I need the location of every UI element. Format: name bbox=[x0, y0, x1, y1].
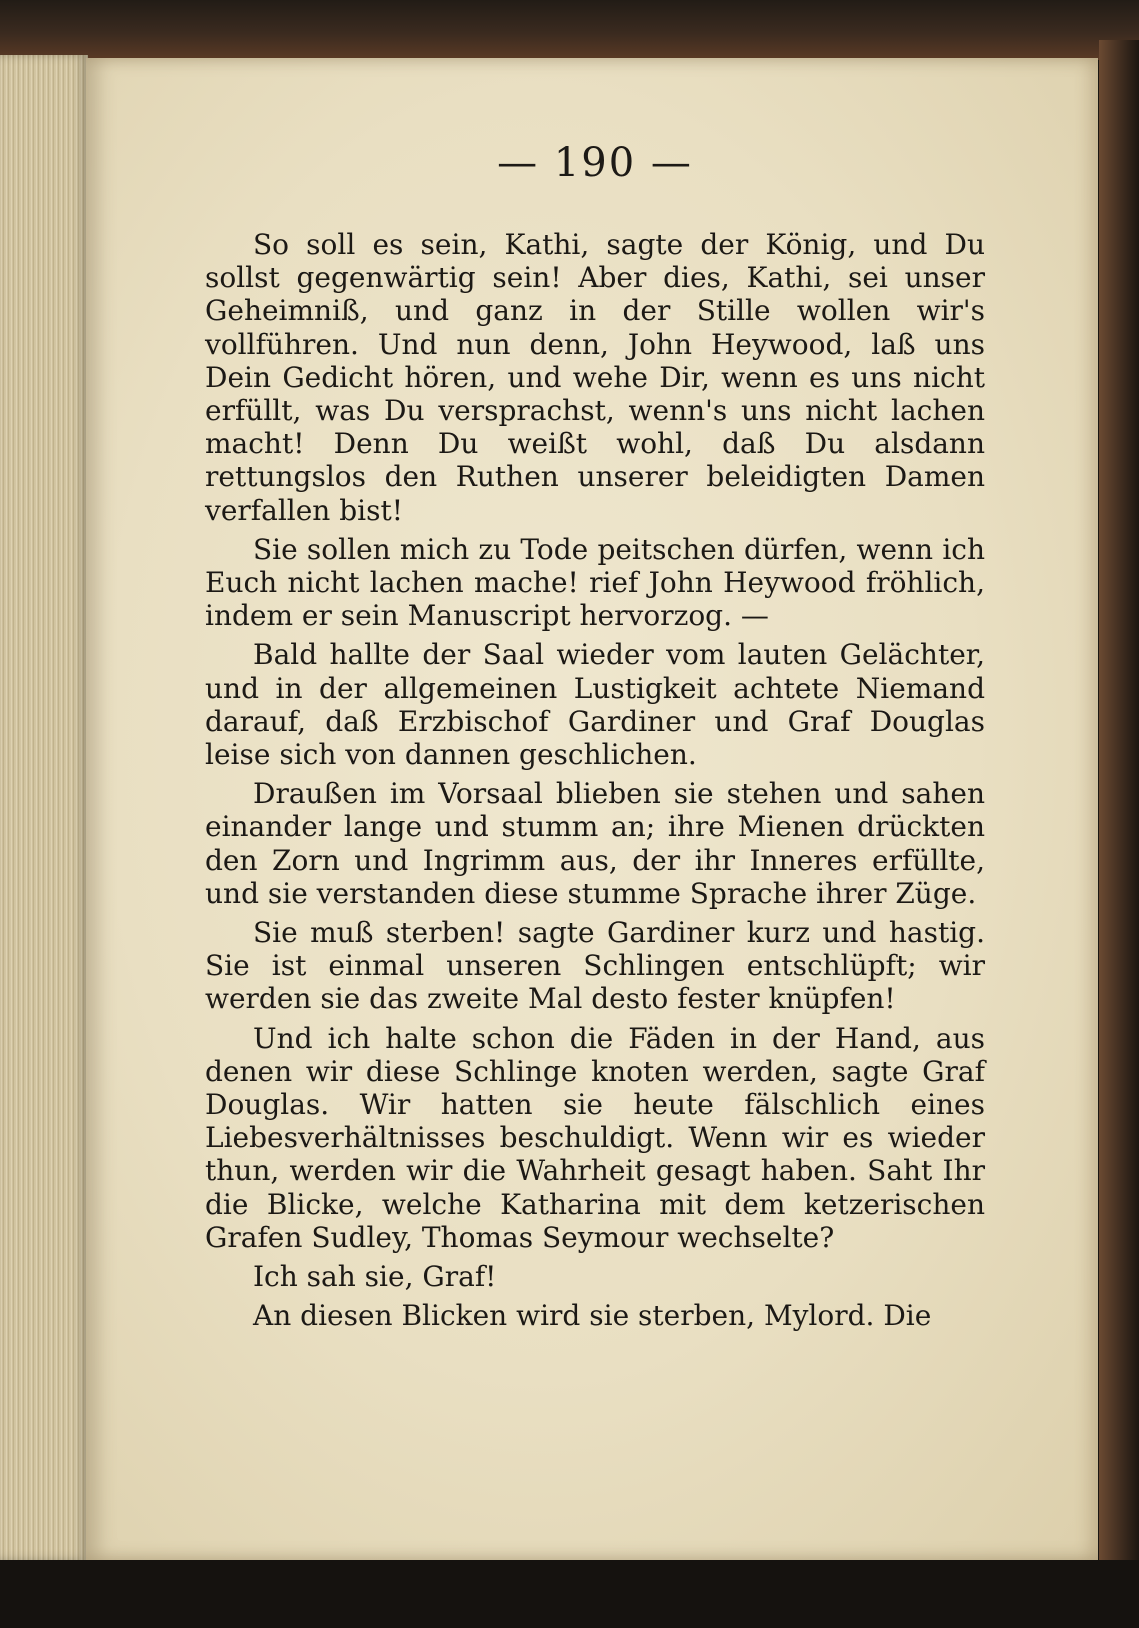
paragraph: An diesen Blicken wird sie sterben, Mylord. Die bbox=[253, 1299, 932, 1333]
page-edges bbox=[0, 55, 88, 1560]
paragraph: So soll es sein, Kathi, sagte der König, und Du sollst gegenwärtig sein! Aber dies, Kathi, sei unser Geheimniß, und ganz in der Stille wollen wir's vollführen. Und nun denn, John Heywood, laß uns Dein Gedicht hören, und wehe Dir, wenn es uns nicht erfüllt, was Du versprachst, wenn's uns nicht lachen macht! Denn Du weißt wohl, daß Du alsdann rettungslos den Ruthen unserer beleidigten Damen verfallen bist! bbox=[205, 228, 985, 527]
paragraph: Sie sollen mich zu Tode peitschen dürfen, wenn ich Euch nicht lachen mache! rief John Heywood fröhlich, indem er sein Manuscript hervorzog. — bbox=[205, 532, 985, 633]
book-cover-top bbox=[0, 0, 1139, 60]
book-cover-right bbox=[1099, 40, 1139, 1580]
scan-bottom-edge bbox=[0, 1560, 1139, 1628]
paragraph: Bald hallte der Saal wieder vom lauten Gelächter, und in der allgemeinen Lustigkeit achtete Niemand darauf, daß Erzbischof Gardiner und Graf Douglas leise sich von dannen geschlichen. bbox=[205, 638, 985, 772]
page-number: — 190 — bbox=[497, 140, 693, 186]
paragraph: Sie muß sterben! sagte Gardiner kurz und hastig. Sie ist einmal unseren Schlingen entschlüpft; wir werden sie das zweite Mal desto fester knüpfen! bbox=[205, 916, 985, 1016]
page-text bbox=[205, 228, 985, 1339]
paragraph: Ich sah sie, Graf! bbox=[253, 1260, 497, 1294]
paragraph: Draußen im Vorsaal blieben sie stehen und sahen einander lange und stumm an; ihre Mienen drückten den Zorn und Ingrimm aus, der ihr Inneres erfüllte, und sie verstanden diese stumme Sprache ihrer Züge. bbox=[205, 777, 985, 910]
paragraph: Und ich halte schon die Fäden in der Hand, aus denen wir diese Schlinge knoten werden, sagte Graf Douglas. Wir hatten sie heute fälschlich eines Liebesverhältnisses beschuldigt. Wenn wir es wieder thun, werden wir die Wahrheit gesagt haben. Saht Ihr die Blicke, welche Katharina mit dem ketzerischen Grafen Sudley, Thomas Seymour wechselte? bbox=[205, 1021, 985, 1254]
